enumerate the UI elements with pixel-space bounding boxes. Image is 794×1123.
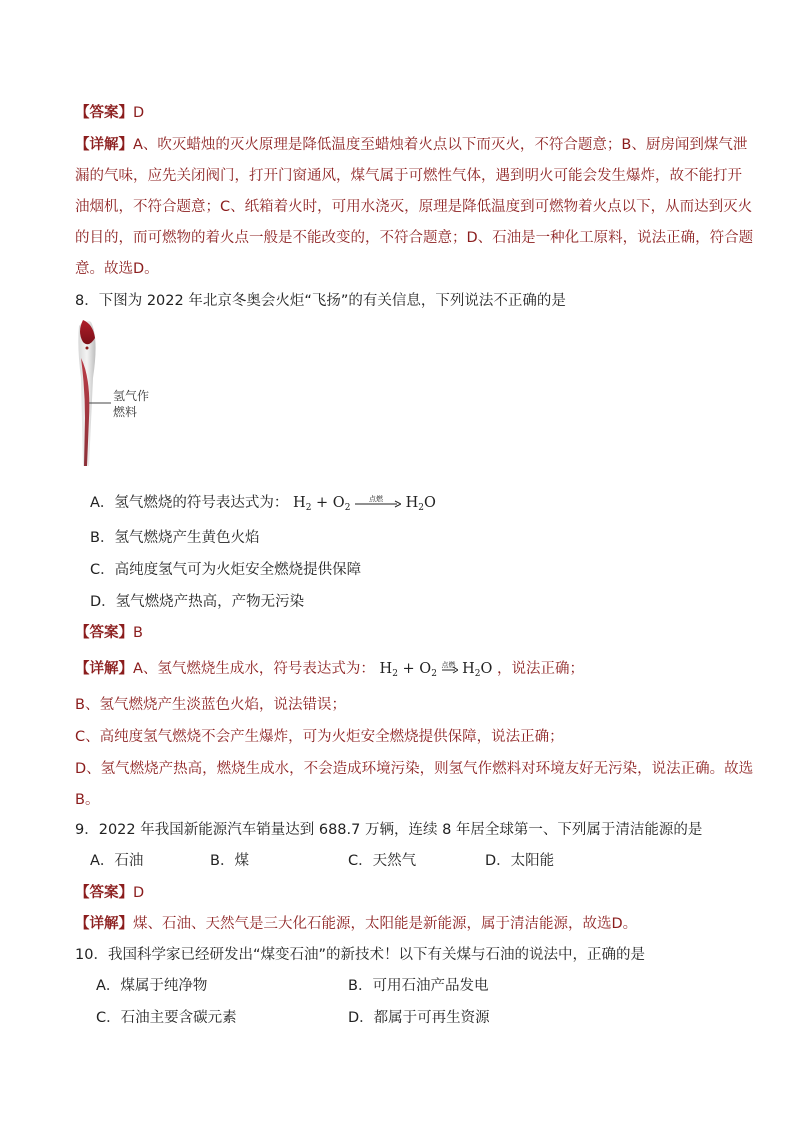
formula-sub: 2 bbox=[431, 669, 437, 679]
formula-h: H bbox=[379, 661, 393, 677]
formula-o: O bbox=[419, 661, 432, 677]
detail-tag: 【详解】 bbox=[75, 137, 133, 153]
arrow-condition: 点燃 bbox=[441, 661, 456, 669]
q10-stem: 10．我国科学家已经研发出“煤变石油”的新技术！以下有关煤与石油的说法中，正确的是 bbox=[75, 947, 645, 963]
detail-formula bbox=[380, 661, 498, 677]
figure-label-line-1: 氢气作 bbox=[113, 389, 150, 403]
detail-text: A、吹灭蜡烛的灭火原理是降低温度至蜡烛着火点以下而灭火，不符合题意；B、厨房闻到煤气泄 bbox=[133, 137, 748, 153]
q10-option-d: D．都属于可再生资源 bbox=[348, 1010, 490, 1026]
q9-option-a: A．石油 bbox=[90, 853, 144, 869]
q9-option-b: B．煤 bbox=[210, 853, 249, 869]
formula-o: O bbox=[480, 661, 493, 677]
q8-option-d: D．氢气燃烧产热高，产物无污染 bbox=[90, 594, 305, 610]
option-a-text: A．氢气燃烧的符号表达式为： bbox=[90, 495, 289, 511]
answer-tag: 【答案】 bbox=[75, 105, 133, 121]
figure-label bbox=[113, 388, 149, 420]
q7-detail-line-4: 的目的，而可燃物的着火点一般是不能改变的，不符合题意；D、石油是一种化工原料，说法正确，符合题 bbox=[75, 230, 754, 246]
q8-option-c: C．高纯度氢气可为火炬安全燃烧提供保障 bbox=[90, 562, 362, 578]
q7-detail-line-5: 意。故选D。 bbox=[75, 261, 159, 277]
q8-detail-c: C、高纯度氢气燃烧不会产生爆炸，可为火炬安全燃烧提供保障，说法正确； bbox=[75, 729, 564, 745]
detail-tag: 【详解】 bbox=[75, 661, 133, 677]
formula-h: H bbox=[405, 495, 419, 511]
detail-tag: 【详解】 bbox=[75, 916, 133, 932]
q8-detail-d-1: D、氢气燃烧产热高，燃烧生成水，不会造成环境污染，则氢气作燃料对环境友好无污染，说法正确。故选 bbox=[75, 761, 754, 777]
formula-h: H bbox=[293, 495, 306, 511]
formula-o: O bbox=[332, 495, 345, 511]
option-a-formula bbox=[293, 495, 436, 511]
q7-answer-line bbox=[75, 103, 144, 123]
q9-option-c: C．天然气 bbox=[348, 853, 417, 869]
q8-option-a bbox=[90, 493, 436, 518]
q9-option-d: D．太阳能 bbox=[485, 853, 555, 869]
q8-option-b: B．氢气燃烧产生黄色火焰 bbox=[90, 530, 260, 546]
formula-sub: 2 bbox=[392, 669, 398, 679]
answer-tag: 【答案】 bbox=[75, 885, 133, 901]
formula-sub: 2 bbox=[305, 503, 312, 513]
arrow-icon bbox=[442, 662, 458, 676]
q7-detail-line-1 bbox=[75, 135, 747, 155]
q8-detail-d-2: B。 bbox=[75, 792, 100, 808]
q7-detail-line-2: 漏的气味，应先关闭阀门，打开门窗通风，煤气属于可燃性气体，遇到明火可能会发生爆炸，故不能打开 bbox=[75, 168, 742, 184]
q7-detail-line-3: 油烟机，不符合题意；C、纸箱着火时，可用水浇灭，原理是降低温度到可燃物着火点以下，从而达到灭火 bbox=[75, 199, 753, 215]
q8-detail-b: B、氢气燃烧产生淡蓝色火焰，说法错误； bbox=[75, 697, 346, 713]
answer-value: B bbox=[133, 625, 143, 641]
arrow-condition: 点燃 bbox=[369, 495, 384, 503]
q8-detail-a bbox=[75, 659, 584, 684]
formula-plus: + bbox=[402, 661, 415, 677]
q8-stem: 8．下图为 2022 年北京冬奥会火炬“飞扬”的有关信息，下列说法不正确的是 bbox=[75, 293, 566, 309]
q9-stem: 9．2022 年我国新能源汽车销量达到 688.7 万辆，连续 8 年居全球第一、下列属于清洁能源的是 bbox=[75, 822, 703, 838]
formula-h: H bbox=[462, 661, 475, 677]
q9-detail bbox=[75, 914, 637, 934]
reaction-arrow-short bbox=[442, 662, 458, 676]
answer-value: D bbox=[133, 105, 145, 121]
detail-text-suffix: ，说法正确； bbox=[497, 661, 585, 677]
arrow-icon bbox=[355, 496, 401, 510]
formula-plus: + bbox=[316, 495, 329, 511]
detail-text: 煤、石油、天然气是三大化石能源，太阳能是新能源，属于清洁能源，故选D。 bbox=[133, 916, 638, 932]
torch-figure bbox=[75, 318, 165, 470]
formula-sub: 2 bbox=[344, 503, 351, 513]
q10-option-b: B．可用石油产品发电 bbox=[348, 978, 489, 994]
figure-label-line-2: 燃料 bbox=[113, 405, 138, 419]
formula-sub: 2 bbox=[418, 503, 425, 513]
q10-option-c: C．石油主要含碳元素 bbox=[96, 1010, 237, 1026]
formula-sub: 2 bbox=[474, 669, 481, 679]
answer-tag: 【答案】 bbox=[75, 625, 133, 641]
detail-text: A、氢气燃烧生成水，符号表达式为： bbox=[133, 661, 375, 677]
formula-o: O bbox=[424, 495, 436, 511]
answer-value: D bbox=[133, 885, 145, 901]
q9-answer-line bbox=[75, 883, 144, 903]
q8-answer-line bbox=[75, 623, 143, 643]
q10-option-a: A．煤属于纯净物 bbox=[96, 978, 208, 994]
reaction-arrow bbox=[355, 496, 401, 510]
